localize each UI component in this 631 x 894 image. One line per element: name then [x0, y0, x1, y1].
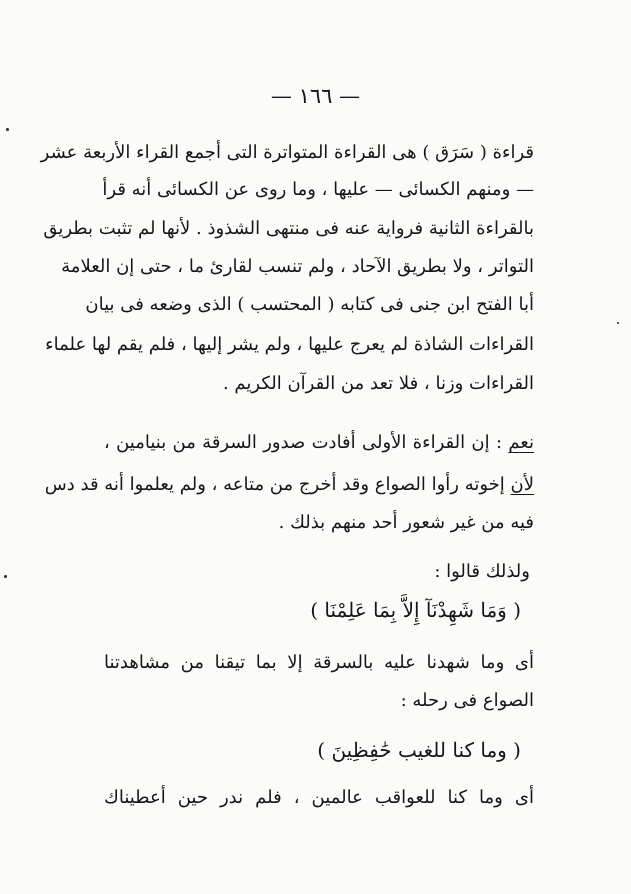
para2-line-3: فيه من غير شعور أحد منهم بذلك . — [278, 512, 534, 533]
scan-speck — [4, 575, 7, 578]
para2-line-1 — [104, 430, 534, 456]
body-line-4: التواتر ، ولا بطريق الآحاد ، ولم تنسب لقارئ ما ، حتى إن العلامة — [61, 256, 534, 277]
para2-line-1-text: : إن القراءة الأولى أفادت صدور السرقة من بنيامين ، — [104, 432, 509, 453]
para2-line-2-text: إخوته رأوا الصواع وقد أخرج من متاعه ، ولم يعلموا أنه قد دس — [44, 474, 511, 495]
scan-speck — [617, 322, 619, 324]
body-line-2: — ومنهم الكسائى — عليها ، وما روى عن الكسائى أنه قرأ — [102, 179, 534, 200]
body-line-7: القراءات وزنا ، فلا تعد من القرآن الكريم . — [222, 373, 534, 394]
body-line-1: قراءة ( سَرَق ) هى القراءة المتواترة التى أجمع القراء الأربعة عشر — [40, 142, 534, 163]
explanation-line-1: أى وما شهدنا عليه بالسرقة إلا بما تيقنا من مشاهدتنا — [104, 652, 534, 673]
page-number: — ١٦٦ — — [270, 84, 361, 108]
underlined-word: نعم — [508, 432, 534, 453]
body-line-3: بالقراءة الثانية فرواية عنه فى منتهى الشذوذ . لأنها لم تثبت بطريق — [43, 218, 534, 239]
said-line: ولذلك قالوا : — [434, 561, 530, 582]
underlined-word: لأن — [510, 474, 534, 495]
last-line: أى وما كنا للعواقب عالمين ، فلم ندر حين أعطيناك — [104, 787, 534, 808]
quranic-verse-2: ( وما كنا للغيب حَٰفِظِينَ ) — [317, 738, 521, 762]
quranic-verse-1: ( وَمَا شَهِدْنَآ إِلاَّ بِمَا عَلِمْنَا ) — [310, 598, 521, 622]
explanation-line-2: الصواع فى رحله : — [400, 690, 534, 711]
scan-speck — [6, 128, 9, 131]
body-line-6: القراءات الشاذة لم يعرج عليها ، ولم يشر إليها ، فلم يقم لها علماء — [45, 334, 534, 355]
body-line-5: أبا الفتح ابن جنى فى كتابه ( المحتسب ) الذى وضعه فى بيان — [85, 294, 534, 315]
para2-line-2 — [44, 472, 534, 498]
